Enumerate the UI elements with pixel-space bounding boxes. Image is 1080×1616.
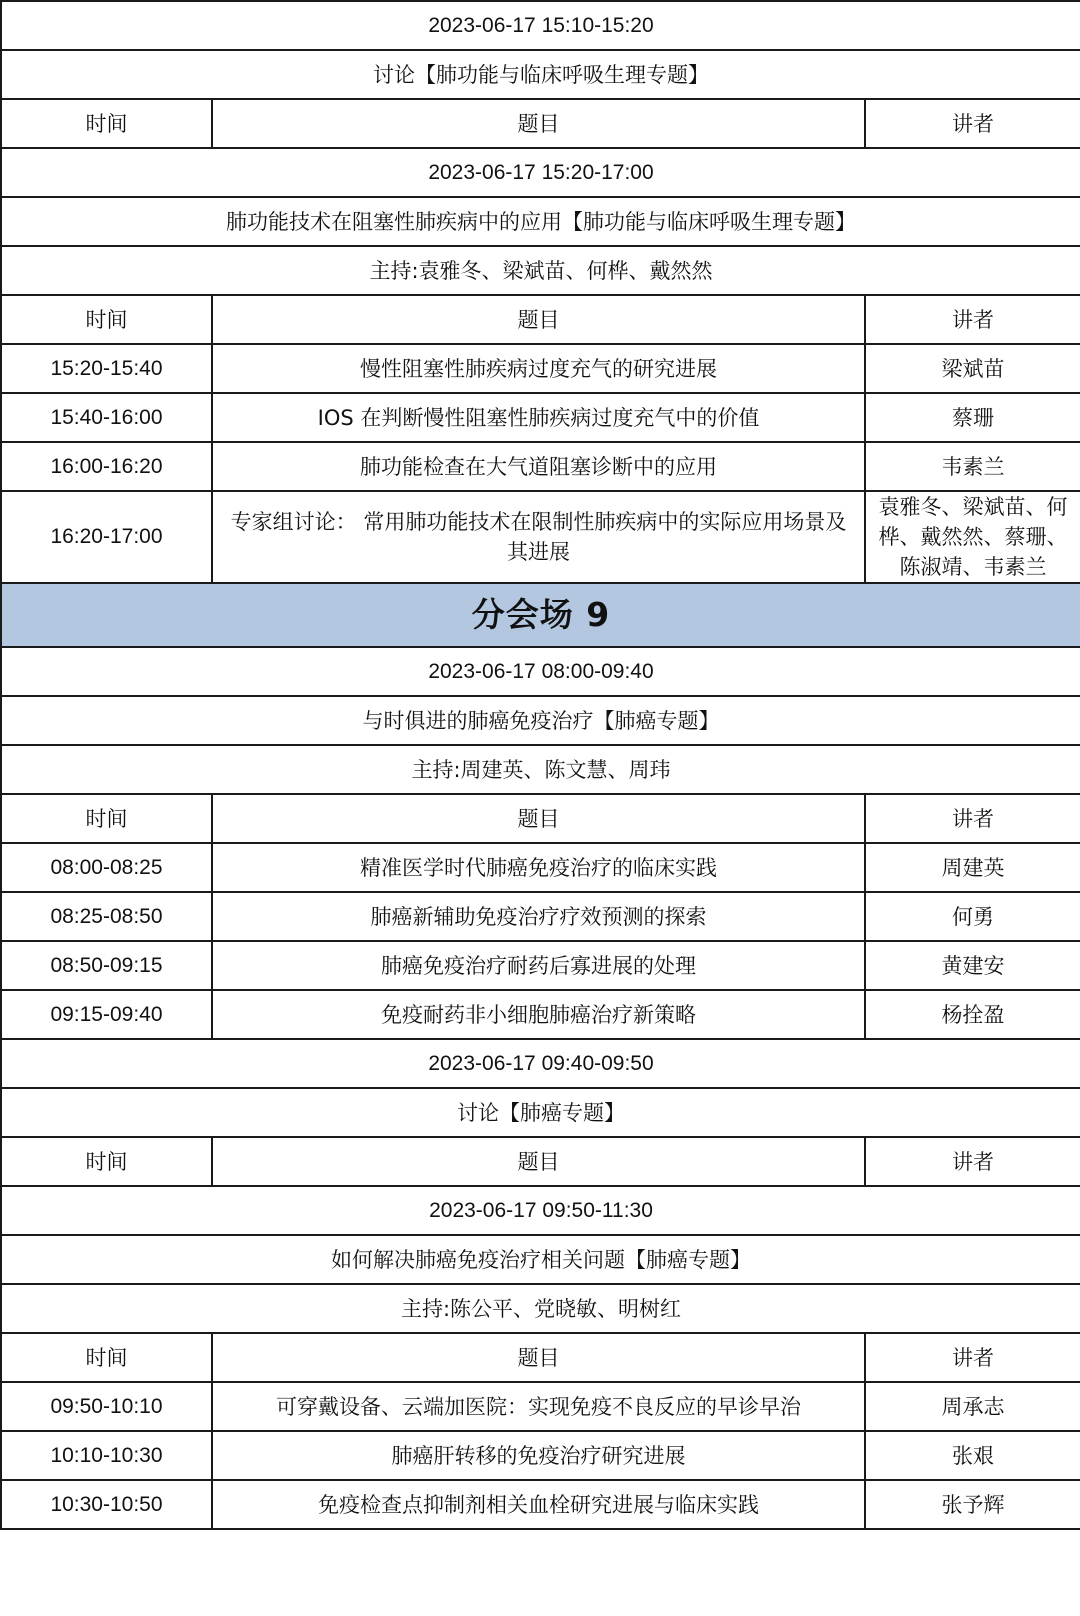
header-speaker: 讲者 [865, 99, 1080, 148]
row-topic: 精准医学时代肺癌免疫治疗的临床实践 [212, 843, 865, 892]
row-topic: 慢性阻塞性肺疾病过度充气的研究进展 [212, 344, 865, 393]
header-topic: 题目 [212, 295, 865, 344]
session-title: 讨论【肺癌专题】 [1, 1088, 1080, 1137]
row-topic: IOS 在判断慢性阻塞性肺疾病过度充气中的价值 [212, 393, 865, 442]
row-time: 15:40-16:00 [1, 393, 212, 442]
column-header-row [1, 99, 1080, 148]
header-speaker: 讲者 [865, 1333, 1080, 1382]
column-header-row [1, 794, 1080, 843]
header-time: 时间 [1, 1137, 212, 1186]
host-row [1, 246, 1080, 295]
header-time: 时间 [1, 99, 212, 148]
row-topic: 肺癌免疫治疗耐药后寡进展的处理 [212, 941, 865, 990]
row-topic: 肺癌新辅助免疫治疗疗效预测的探索 [212, 892, 865, 941]
row-speaker: 韦素兰 [865, 442, 1080, 491]
header-topic: 题目 [212, 99, 865, 148]
row-time: 08:25-08:50 [1, 892, 212, 941]
title-row [1, 696, 1080, 745]
row-time: 09:15-09:40 [1, 990, 212, 1039]
header-speaker: 讲者 [865, 295, 1080, 344]
row-speaker: 袁雅冬、梁斌苗、何桦、戴然然、蔡珊、陈淑靖、韦素兰 [865, 491, 1080, 583]
date-row [1, 647, 1080, 696]
session-row [1, 1480, 1080, 1529]
header-topic: 题目 [212, 1333, 865, 1382]
header-time: 时间 [1, 794, 212, 843]
column-header-row [1, 1137, 1080, 1186]
column-header-row [1, 295, 1080, 344]
session-row [1, 941, 1080, 990]
session-host: 主持:陈公平、党晓敏、明树红 [1, 1284, 1080, 1333]
row-time: 16:00-16:20 [1, 442, 212, 491]
title-row [1, 197, 1080, 246]
row-time: 16:20-17:00 [1, 491, 212, 583]
row-time: 08:00-08:25 [1, 843, 212, 892]
row-topic: 可穿戴设备、云端加医院：实现免疫不良反应的早诊早治 [212, 1382, 865, 1431]
header-time: 时间 [1, 1333, 212, 1382]
row-speaker: 蔡珊 [865, 393, 1080, 442]
host-row [1, 1284, 1080, 1333]
date-row [1, 1, 1080, 50]
session-row [1, 344, 1080, 393]
row-time: 15:20-15:40 [1, 344, 212, 393]
row-speaker: 黄建安 [865, 941, 1080, 990]
column-header-row [1, 1333, 1080, 1382]
session-datetime: 2023-06-17 09:50-11:30 [1, 1186, 1080, 1235]
row-speaker: 张艰 [865, 1431, 1080, 1480]
header-time: 时间 [1, 295, 212, 344]
venue-title: 分会场 9 [1, 583, 1080, 647]
row-speaker: 何勇 [865, 892, 1080, 941]
header-topic: 题目 [212, 1137, 865, 1186]
session-row [1, 442, 1080, 491]
session-row [1, 990, 1080, 1039]
row-speaker: 周承志 [865, 1382, 1080, 1431]
session-datetime: 2023-06-17 08:00-09:40 [1, 647, 1080, 696]
row-speaker: 杨拴盈 [865, 990, 1080, 1039]
date-row [1, 1039, 1080, 1088]
header-topic: 题目 [212, 794, 865, 843]
session-row [1, 1431, 1080, 1480]
title-row [1, 50, 1080, 99]
session-datetime: 2023-06-17 15:20-17:00 [1, 148, 1080, 197]
session-row [1, 393, 1080, 442]
header-speaker: 讲者 [865, 794, 1080, 843]
session-title: 讨论【肺功能与临床呼吸生理专题】 [1, 50, 1080, 99]
date-row [1, 148, 1080, 197]
schedule-body [1, 1, 1080, 1529]
session-host: 主持:周建英、陈文慧、周玮 [1, 745, 1080, 794]
session-row [1, 1382, 1080, 1431]
row-topic: 肺功能检查在大气道阻塞诊断中的应用 [212, 442, 865, 491]
row-topic: 肺癌肝转移的免疫治疗研究进展 [212, 1431, 865, 1480]
session-title: 肺功能技术在阻塞性肺疾病中的应用【肺功能与临床呼吸生理专题】 [1, 197, 1080, 246]
session-row [1, 491, 1080, 583]
row-time: 10:10-10:30 [1, 1431, 212, 1480]
title-row [1, 1235, 1080, 1284]
title-row [1, 1088, 1080, 1137]
session-row [1, 892, 1080, 941]
session-datetime: 2023-06-17 09:40-09:50 [1, 1039, 1080, 1088]
row-speaker: 张予辉 [865, 1480, 1080, 1529]
row-topic: 免疫检查点抑制剂相关血栓研究进展与临床实践 [212, 1480, 865, 1529]
header-speaker: 讲者 [865, 1137, 1080, 1186]
row-topic: 专家组讨论： 常用肺功能技术在限制性肺疾病中的实际应用场景及其进展 [212, 491, 865, 583]
session-title: 与时俱进的肺癌免疫治疗【肺癌专题】 [1, 696, 1080, 745]
row-topic: 免疫耐药非小细胞肺癌治疗新策略 [212, 990, 865, 1039]
row-time: 10:30-10:50 [1, 1480, 212, 1529]
host-row [1, 745, 1080, 794]
venue-row [1, 583, 1080, 647]
row-speaker: 梁斌苗 [865, 344, 1080, 393]
row-speaker: 周建英 [865, 843, 1080, 892]
row-time: 09:50-10:10 [1, 1382, 212, 1431]
row-time: 08:50-09:15 [1, 941, 212, 990]
session-title: 如何解决肺癌免疫治疗相关问题【肺癌专题】 [1, 1235, 1080, 1284]
date-row [1, 1186, 1080, 1235]
session-row [1, 843, 1080, 892]
session-datetime: 2023-06-17 15:10-15:20 [1, 1, 1080, 50]
session-host: 主持:袁雅冬、梁斌苗、何桦、戴然然 [1, 246, 1080, 295]
